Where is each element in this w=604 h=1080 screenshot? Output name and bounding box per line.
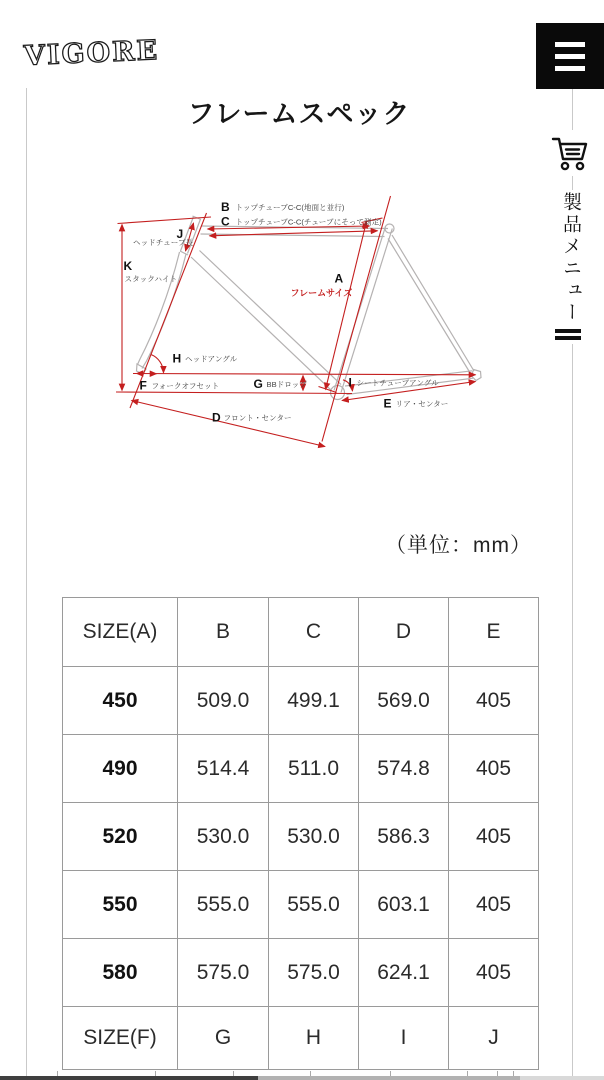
- label-J-desc: ヘッドチューブ長: [133, 238, 194, 247]
- label-G: G: [253, 377, 263, 391]
- value-cell: 575.0: [178, 939, 269, 1007]
- brand-logo[interactable]: VIGORE: [23, 35, 160, 72]
- label-J: J: [176, 227, 184, 241]
- label-A-desc: フレームサイズ: [290, 288, 353, 298]
- left-border-line: [26, 88, 27, 1080]
- col-header-d: D: [359, 598, 449, 667]
- value-cell: 586.3: [359, 803, 449, 871]
- label-I: I: [348, 375, 352, 390]
- label-E: E: [383, 396, 392, 411]
- label-F: F: [139, 378, 147, 393]
- label-K-desc: スタックハイト: [124, 274, 178, 284]
- frame-geometry-diagram: [100, 190, 500, 455]
- value-cell: 603.1: [359, 871, 449, 939]
- label-A: A: [334, 271, 344, 286]
- value-cell: 509.0: [178, 667, 269, 735]
- col-header-g: G: [178, 1007, 269, 1070]
- dimension-lines: [116, 196, 476, 447]
- shopping-cart-icon: [551, 133, 589, 173]
- value-cell: 574.8: [359, 735, 449, 803]
- table-footer-row: [63, 1007, 539, 1070]
- col-header-j: J: [449, 1007, 539, 1070]
- label-B: B: [221, 200, 230, 214]
- value-cell: 405: [449, 939, 539, 1007]
- value-cell: 511.0: [269, 735, 359, 803]
- value-cell: 405: [449, 735, 539, 803]
- value-cell: 575.0: [269, 939, 359, 1007]
- table-row: [63, 735, 539, 803]
- cart-button[interactable]: [549, 130, 591, 176]
- units-note: （単位：mm）: [385, 534, 532, 557]
- hamburger-menu-button[interactable]: [536, 23, 604, 89]
- value-cell: 405: [449, 803, 539, 871]
- label-F-desc: フォークオフセット: [151, 381, 220, 391]
- value-cell: 555.0: [178, 871, 269, 939]
- value-cell: 499.1: [269, 667, 359, 735]
- horizontal-scrollbar-thumb[interactable]: [0, 1076, 258, 1080]
- size-cell: 520: [63, 803, 178, 871]
- label-D: D: [212, 410, 221, 425]
- product-menu-vertical-link[interactable]: 製品メニュー: [557, 190, 585, 326]
- horizontal-scrollbar-track-end: [520, 1076, 604, 1080]
- table-row: [63, 803, 539, 871]
- col-header-i: I: [359, 1007, 449, 1070]
- label-B-desc: トップチューブC-C(地面と並行): [235, 203, 345, 212]
- value-cell: 624.1: [359, 939, 449, 1007]
- size-cell: 580: [63, 939, 178, 1007]
- value-cell: 405: [449, 871, 539, 939]
- col-header-size-a: SIZE(A): [63, 598, 178, 667]
- label-H-desc: ヘッドアングル: [185, 354, 238, 364]
- col-header-h: H: [269, 1007, 359, 1070]
- label-C: C: [221, 214, 230, 229]
- label-G-desc: BBドロップ: [266, 380, 307, 389]
- double-bar-icon[interactable]: [555, 325, 583, 344]
- value-cell: 514.4: [178, 735, 269, 803]
- label-K: K: [123, 259, 133, 273]
- value-cell: 530.0: [178, 803, 269, 871]
- value-cell: 530.0: [269, 803, 359, 871]
- label-H: H: [172, 351, 182, 366]
- col-header-c: C: [269, 598, 359, 667]
- table-row: [63, 871, 539, 939]
- table-row: [63, 667, 539, 735]
- size-cell: 450: [63, 667, 178, 735]
- label-D-desc: フロント・センター: [223, 413, 292, 423]
- page-title: フレームスペック: [187, 99, 411, 129]
- col-header-size-f: SIZE(F): [63, 1007, 178, 1070]
- col-header-b: B: [178, 598, 269, 667]
- value-cell: 405: [449, 667, 539, 735]
- size-cell: 550: [63, 871, 178, 939]
- hamburger-icon: [555, 42, 585, 47]
- size-cell: 490: [63, 735, 178, 803]
- value-cell: 555.0: [269, 871, 359, 939]
- label-I-desc: シートチューブアングル: [356, 378, 439, 388]
- table-row: [63, 939, 539, 1007]
- frame-spec-table: [62, 597, 539, 1070]
- horizontal-scrollbar-track: [258, 1076, 520, 1080]
- col-header-e: E: [449, 598, 539, 667]
- table-header-row: [63, 598, 539, 667]
- label-C-desc: トップチューブC-C(チューブにそって測定): [235, 217, 382, 227]
- label-E-desc: リア・センター: [395, 399, 449, 409]
- value-cell: 569.0: [359, 667, 449, 735]
